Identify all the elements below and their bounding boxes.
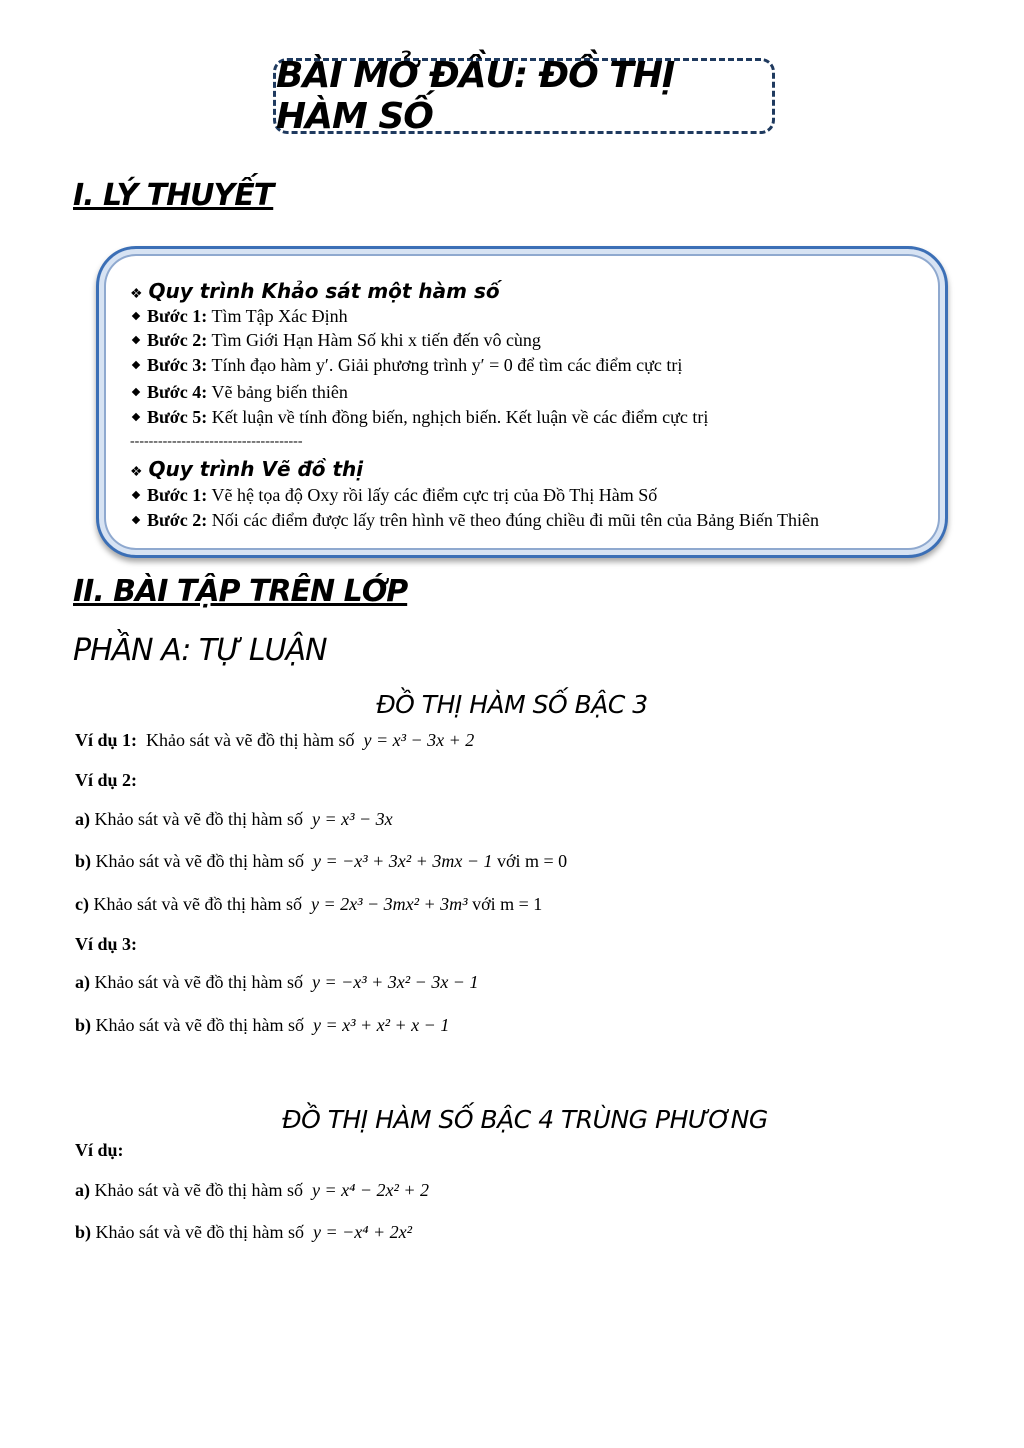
theory-head-1-text: Quy trình Khảo sát một hàm số (148, 279, 500, 303)
draw-step-2 (130, 508, 819, 532)
section-theory-heading: I. LÝ THUYẾT (73, 178, 274, 213)
example-label: Ví dụ 2: (75, 770, 138, 790)
theory-head-1 (130, 279, 500, 307)
part-label: b) (75, 1222, 92, 1242)
formula: y = −x⁴ + 2x² (312, 1222, 413, 1242)
part-label: a) (75, 1180, 90, 1200)
step-2 (130, 328, 541, 352)
example-label: Ví dụ 3: (75, 934, 138, 954)
quartic-heading: ĐỒ THỊ HÀM SỐ BẬC 4 TRÙNG PHƯƠNG (282, 1105, 768, 1134)
example-text: Khảo sát và vẽ đồ thị hàm số (95, 1015, 304, 1035)
step-label: Bước 3: (147, 355, 208, 375)
example-text: Khảo sát và vẽ đồ thị hàm số (146, 730, 355, 750)
formula: y = −x³ + 3x² − 3x − 1 (311, 972, 479, 992)
example-text: Khảo sát và vẽ đồ thị hàm số (94, 972, 303, 992)
formula: y = x³ − 3x (311, 809, 393, 829)
formula: y = 2x³ − 3mx² + 3m³ (310, 894, 468, 914)
theory-head-2-text: Quy trình Vẽ đồ thị (148, 457, 364, 481)
step-text: Tìm Giới Hạn Hàm Số khi x tiến đến vô cùng (211, 330, 541, 350)
quartic-example-b (75, 1220, 412, 1244)
formula: y = x³ + x² + x − 1 (312, 1015, 450, 1035)
cubic-heading: ĐỒ THỊ HÀM SỐ BẬC 3 (376, 690, 648, 719)
section-exercises-heading: II. BÀI TẬP TRÊN LỚP (73, 574, 408, 609)
step-label: Bước 5: (147, 407, 208, 427)
bullet-icon (132, 336, 140, 344)
step-text: Vẽ hệ tọa độ Oxy rồi lấy các điểm cực trị của Đồ Thị Hàm Số (211, 485, 658, 505)
example-1 (75, 728, 474, 752)
step-text: Nối các điểm được lấy trên hình vẽ theo đúng chiều đi mũi tên của Bảng Biến Thiên (211, 510, 820, 530)
step-text: Vẽ bảng biến thiên (211, 382, 348, 402)
step-label: Bước 4: (147, 382, 208, 402)
example-3a (75, 970, 478, 994)
diamond-bullet-icon: ❖ (130, 287, 143, 302)
step-text: Kết luận về tính đồng biến, nghịch biến. Kết luận về các điểm cực trị (211, 407, 709, 427)
part-label: b) (75, 1015, 92, 1035)
example-2c (75, 892, 542, 916)
separator: ------------------------------------- (130, 434, 303, 449)
example-2a (75, 807, 393, 831)
example-text: Khảo sát và vẽ đồ thị hàm số (94, 1180, 303, 1200)
part-label: a) (75, 972, 90, 992)
example-label: Ví dụ 1: (75, 730, 138, 750)
step-label: Bước 2: (147, 330, 208, 350)
part-label: a) (75, 809, 90, 829)
example-2-label (75, 768, 137, 792)
step-text: Tìm Tập Xác Định (211, 306, 348, 326)
formula: y = x³ − 3x + 2 (363, 730, 475, 750)
part-a-heading: PHẦN A: TỰ LUẬN (73, 633, 327, 668)
step-label: Bước 1: (147, 306, 208, 326)
bullet-icon (132, 388, 140, 396)
condition: với m = 0 (496, 851, 568, 871)
step-1 (130, 304, 348, 328)
formula: y = −x³ + 3x² + 3mx − 1 (312, 851, 493, 871)
example-3b (75, 1013, 449, 1037)
bullet-icon (132, 413, 140, 421)
example-text: Khảo sát và vẽ đồ thị hàm số (94, 809, 303, 829)
condition: với m = 1 (472, 894, 543, 914)
title-box (273, 55, 775, 137)
bullet-icon (132, 491, 140, 499)
part-label: c) (75, 894, 89, 914)
page-title: BÀI MỞ ĐẦU: ĐỒ THỊ HÀM SỐ (276, 55, 675, 137)
formula: y = x⁴ − 2x² + 2 (311, 1180, 430, 1200)
example-label: Ví dụ: (75, 1140, 124, 1160)
bullet-icon (132, 516, 140, 524)
quartic-example-a (75, 1178, 429, 1202)
example-text: Khảo sát và vẽ đồ thị hàm số (95, 1222, 304, 1242)
step-5 (130, 405, 708, 429)
step-3 (130, 353, 682, 377)
example-3-label (75, 932, 137, 956)
step-text: Tính đạo hàm y′. Giải phương trình y′ = 0 để tìm các điểm cực trị (211, 355, 683, 375)
draw-step-1 (130, 483, 657, 507)
part-label: b) (75, 851, 92, 871)
example-text: Khảo sát và vẽ đồ thị hàm số (95, 851, 304, 871)
quartic-example-label (75, 1138, 124, 1162)
step-label: Bước 2: (147, 510, 208, 530)
bullet-icon (132, 312, 140, 320)
example-text: Khảo sát và vẽ đồ thị hàm số (93, 894, 302, 914)
example-2b (75, 849, 567, 873)
diamond-bullet-icon: ❖ (130, 465, 143, 480)
theory-head-2 (130, 457, 363, 485)
step-label: Bước 1: (147, 485, 208, 505)
step-4 (130, 380, 348, 404)
bullet-icon (132, 361, 140, 369)
